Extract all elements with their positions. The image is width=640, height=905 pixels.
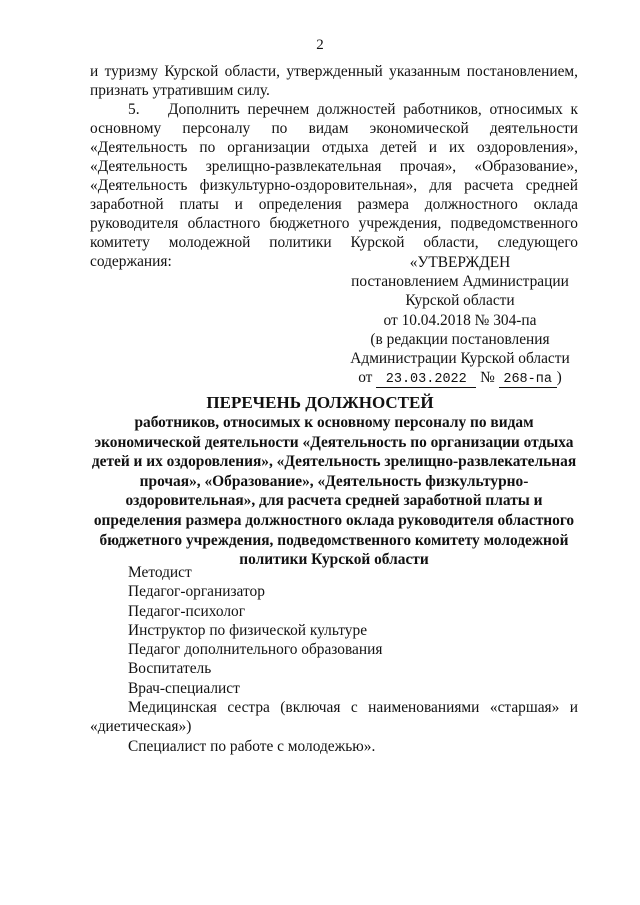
clause-number: 5.: [128, 101, 140, 118]
approval-number-value: 268-па: [499, 372, 557, 388]
approval-line-3: Курской области: [405, 292, 515, 310]
list-item: Специалист по работе с молодежью».: [128, 737, 376, 755]
list-item: Педагог-психолог: [128, 602, 246, 620]
intro-continuation: и туризму Курской области, утвержденный указанным постановлением, признать утратившим силу.: [90, 63, 578, 99]
approval-date-prefix: от: [358, 369, 373, 387]
list-item: Инструктор по физической культуре: [128, 621, 368, 639]
document-body: [90, 62, 578, 271]
list-item: Методист: [128, 564, 192, 581]
list-subtitle: работников, относимых к основному персоналу по видам экономической деятельности «Деятельность по организации отдыха детей и их оздоровления», «Деятельность зрелищно-развлекательная прочая», «Образование», «Деятельность физкультурно-оздоровительная», для расчета средней заработной платы и определения размера должностного оклада руководителя областного бюджетного учреждения, подведомственного комитету молодежной политики Курской области: [91, 414, 577, 569]
approval-line-6: Администрации Курской области: [350, 350, 570, 368]
approval-line-2: постановлением Администрации: [351, 273, 569, 291]
list-item: Врач-специалист: [128, 679, 240, 697]
positions-list: [90, 563, 578, 756]
list-item: Медицинская сестра (включая с наименованиями «старшая» и «диетическая»): [90, 699, 578, 736]
approval-date-value: 23.03.2022: [376, 372, 476, 388]
approval-line-1: «УТВЕРЖДЕН: [409, 254, 511, 271]
page-number: 2: [316, 37, 324, 53]
clause-paragraph: [90, 100, 578, 271]
list-item: Педагог дополнительного образования: [128, 641, 383, 659]
approval-number-prefix: №: [480, 369, 495, 387]
clause-text: Дополнить перечнем должностей работников, относимых к основному персоналу по видам экономической деятельности «Деятельность по организации отдыха детей и их оздоровления», «Деятельность зрелищно-развлекательная прочая», «Образование», «Деятельность физкультурно-оздоровительная», для расчета средней заработной платы и определения размера должностного оклада руководителя областного бюджетного учреждения, подведомственного комитету молодежной политики Курской области, следующего содержания:: [90, 101, 578, 270]
list-item: Педагог-организатор: [128, 583, 265, 601]
approval-date-line: [340, 368, 580, 388]
list-item: Воспитатель: [128, 660, 212, 678]
approval-line-4: от 10.04.2018 № 304-па: [383, 311, 537, 329]
list-title: ПЕРЕЧЕНЬ ДОЛЖНОСТЕЙ: [206, 393, 434, 412]
approval-closing: ): [556, 369, 562, 387]
approval-stamp: [340, 253, 580, 388]
approval-line-5: (в редакции постановления: [370, 330, 550, 348]
